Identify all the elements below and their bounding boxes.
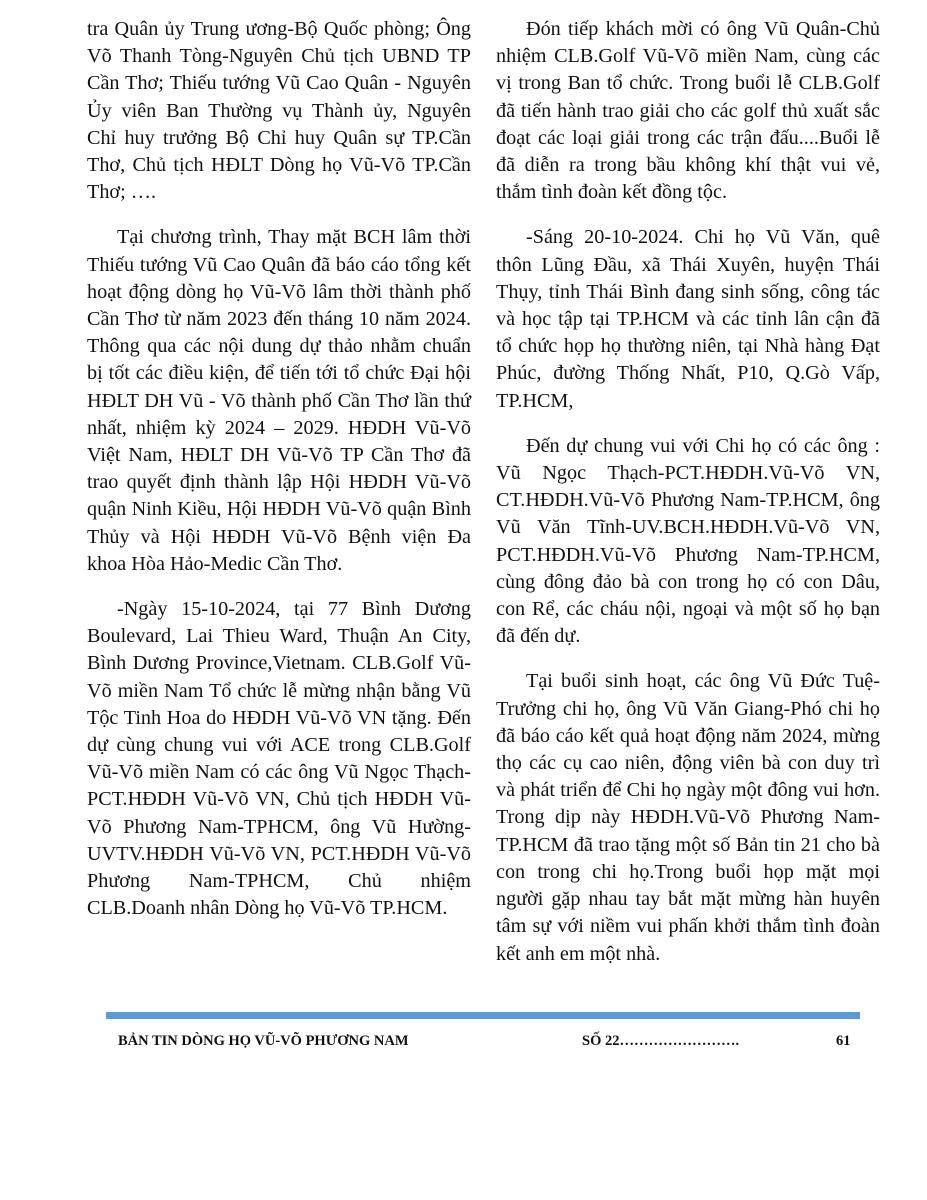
footer-issue-number: SỐ 22……………………. xyxy=(582,1033,740,1049)
footer-rule xyxy=(106,1012,860,1019)
right-paragraph-1: Đón tiếp khách mời có ông Vũ Quân-Chủ nhiệm CLB.Golf Vũ-Võ miền Nam, cùng các vị trong Ban tổ chức. Trong buổi lễ CLB.Golf đã tiến hành trao giải cho các golf thủ xuất sắc đoạt các loại giải trong các trận đấu....Buổi lễ đã diễn ra trong bầu không khí thật vui vẻ, thắm tình đoàn kết đồng tộc. xyxy=(496,18,880,204)
right-column xyxy=(496,16,880,968)
right-paragraph-3: Đến dự chung vui với Chi họ có các ông : Vũ Ngọc Thạch-PCT.HĐDH.Vũ-Võ VN, CT.HĐDH.Vũ-Võ Phương Nam-TP.HCM, ông Vũ Văn Tĩnh-UV.BCH.HĐDH.Vũ-Võ VN, PCT.HĐDH.Vũ-Võ Phương Nam-TP.HCM, cùng đông đảo bà con trong họ có con Dâu, con Rể, các cháu nội, ngoại và một số họ bạn đã đến dự. xyxy=(496,434,880,648)
left-paragraph-1: tra Quân ủy Trung ương-Bộ Quốc phòng; Ông Võ Thanh Tòng-Nguyên Chủ tịch UBND TP Cần Thơ; Thiếu tướng Vũ Cao Quân - Nguyên Ủy viên Ban Thường vụ Thành ủy, Nguyên Chỉ huy trưởng Bộ Chỉ huy Quân sự TP.Cần Thơ, Chủ tịch HĐLT Dòng họ Vũ-Võ TP.Cần Thơ; …. xyxy=(87,18,471,204)
right-paragraph-2: -Sáng 20-10-2024. Chi họ Vũ Văn, quê thôn Lũng Đầu, xã Thái Xuyên, huyện Thái Thụy, tỉnh Thái Bình đang sinh sống, công tác và học tập tại TP.HCM và các tỉnh lân cận đã tổ chức họp họ thường niên, tại Nhà hàng Đạt Phúc, đường Thống Nhất, P10, Q.Gò Vấp, TP.HCM, xyxy=(496,226,880,412)
footer-page-number: 61 xyxy=(836,1033,851,1049)
left-column xyxy=(87,16,471,923)
left-paragraph-2: Tại chương trình, Thay mặt BCH lâm thời Thiếu tướng Vũ Cao Quân đã báo cáo tổng kết hoạt động dòng họ Vũ-Võ lâm thời thành phố Cần Thơ từ năm 2023 đến tháng 10 năm 2024. Thông qua các nội dung dự thảo nhằm chuẩn bị tốt các điều kiện, để tiến tới tổ chức Đại hội HĐLT DH Vũ - Võ thành phố Cần Thơ lần thứ nhất, nhiệm kỳ 2024 – 2029. HĐDH Vũ-Võ Việt Nam, HĐLT DH Vũ-Võ TP Cần Thơ đã trao quyết định thành lập Hội HĐDH Vũ-Võ quận Ninh Kiều, Hội HĐDH Vũ-Võ quận Bình Thủy và Hội HĐDH Vũ-Võ Bệnh viện Đa khoa Hòa Hảo-Medic Cần Thơ. xyxy=(87,226,471,575)
footer-newsletter-title: BẢN TIN DÒNG HỌ VŨ-VÕ PHƯƠNG NAM xyxy=(118,1033,409,1049)
left-paragraph-3: -Ngày 15-10-2024, tại 77 Bình Dương Boulevard, Lai Thieu Ward, Thuận An City, Bình Dương Province,Vietnam. CLB.Golf Vũ-Võ miền Nam Tổ chức lễ mừng nhận bằng Vũ Tộc Tinh Hoa do HĐDH Vũ-Võ VN tặng. Đến dự cùng chung vui với ACE trong CLB.Golf Vũ-Võ miền Nam có các ông Vũ Ngọc Thạch-PCT.HĐDH Vũ-Võ VN, Chủ tịch HĐDH Vũ-Võ Phương Nam-TPHCM, ông Vũ Hường-UVTV.HĐDH Vũ-Võ VN, PCT.HĐDH Vũ-Võ Phương Nam-TPHCM, Chủ nhiệm CLB.Doanh nhân Dòng họ Vũ-Võ TP.HCM. xyxy=(87,598,471,920)
right-paragraph-4: Tại buổi sinh hoạt, các ông Vũ Đức Tuệ-Trưởng chi họ, ông Vũ Văn Giang-Phó chi họ đã báo cáo kết quả hoạt động năm 2024, mừng thọ các cụ cao niên, động viên bà con duy trì và phát triển để Chi họ ngày một đông vui hơn. Trong dịp này HĐDH.Vũ-Võ Phương Nam-TP.HCM đã trao tặng một số Bản tin 21 cho bà con trong chi họ.Trong buổi họp mặt mọi người gặp nhau tay bắt mặt mừng hàn huyên tâm sự với niềm vui phấn khởi thắm tình đoàn kết anh em một nhà. xyxy=(496,670,880,965)
